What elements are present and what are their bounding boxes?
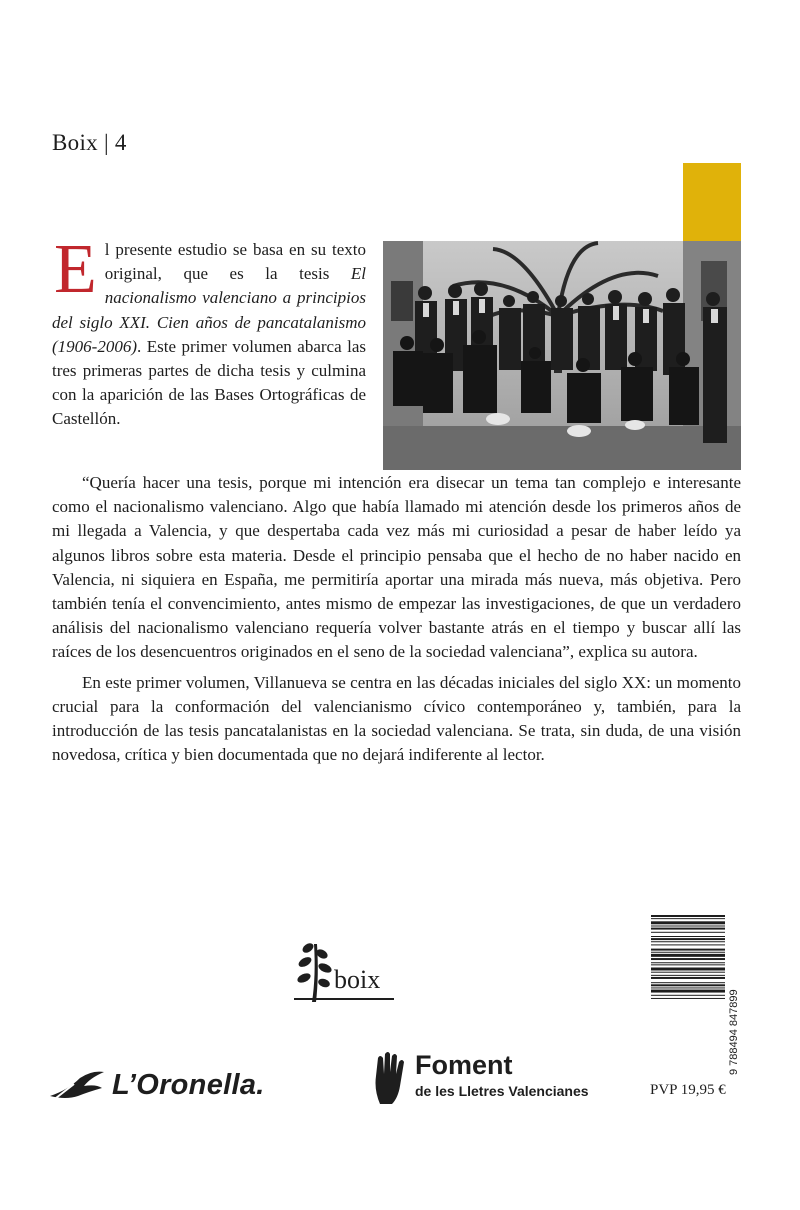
barcode-bar [651,918,725,919]
barcode-bar [651,949,725,951]
barcode-bar [651,921,725,924]
thesis-title: El nacionalismo valenciano a principios del siglo XXI. Cien años de pancatalanismo (1906-2006) [52,264,366,356]
barcode-bar [651,936,725,937]
barcode [651,915,741,1080]
oronella-wordmark: L’Oronella. [112,1069,265,1101]
foment-wordmark: Foment [415,1050,513,1080]
barcode-bar [651,954,725,957]
barcode-bar [651,958,725,960]
barcode-bar [651,928,725,930]
barcode-number: 9 788494 847899 [728,989,740,1075]
foment-logo [370,1050,620,1110]
barcode-bar [651,987,725,988]
drop-cap: E [54,231,97,308]
hand-icon [370,1050,410,1106]
group-photo-icon [383,241,741,470]
barcode-bar [651,975,725,976]
quote-paragraph: “Quería hacer una tesis, porque mi intención era disecar un tema tan complejo e interesante como el nacionalismo valenciano. Algo que había llamado mi atención desde los primeros años de mi llegada a Valencia, y que despertaba cada vez más mi curiosidad a pesar de haber leído ya algunos libros sobre esta materia. Desde el principio pensaba que el hecho de no haber nacido en Valencia, ni siquiera en España, me permitiría aportar una mirada más nueva, más objetiva. Pero también tenía el convencimiento, antes mismo de empezar las investigaciones, de que un verdadero análisis del nacionalismo valenciano requería volver bastante atrás en el tiempo y buscar allí las raíces de los desencuentros originados en el seno de la sociedad valenciana”, explica su autora. [52,473,741,662]
barcode-bar [651,972,725,973]
boix-logo [292,936,402,1006]
foment-subtitle: de les Lletres Valencianes [415,1083,589,1099]
barcode-bar [651,926,725,927]
swallow-icon [48,1068,108,1104]
sprout-icon [292,936,402,1006]
body-text [52,471,741,767]
lead-paragraph [52,231,366,432]
barcode-bar [651,995,725,996]
barcode-bar [651,998,725,999]
barcode-bar [651,982,725,983]
summary-paragraph: En este primer volumen, Villanueva se centra en las décadas iniciales del siglo XX: un momento crucial para la conformación del valencianismo cívico contemporáneo y, también, para la introducción de las tesis pancatalanistas en la sociedad valenciana. Se trata, sin duda, de una visión novedosa, crítica y bien documentada que no dejará indiferente al lector. [52,672,741,765]
group-photo [383,241,741,470]
boix-wordmark: boix [334,965,381,994]
barcode-bar [651,977,725,979]
barcode-bar [651,984,725,986]
series-label: Boix | 4 [52,130,127,155]
barcode-bar [651,938,725,940]
barcode-bar [651,964,725,965]
barcode-bar [651,952,725,953]
lead-text: l presente estudio se basa en su texto original, que es la tesis El nacionalismo valenciano a principios del siglo XXI. Cien años de pancatalanismo (1906-2006). Este primer volumen abarca las tres primeras partes de dicha tesis y culmina con la aparición de las Bases Ortográficas de Castellón. [52,240,366,429]
accent-square [683,163,741,242]
price-label: PVP 19,95 € [650,1082,726,1098]
barcode-bar [651,932,725,933]
oronella-logo [48,1066,338,1106]
barcode-bar [651,990,725,993]
barcode-bar [651,915,725,917]
barcode-bar [651,941,725,942]
barcode-bar [651,962,725,963]
barcode-bar [651,968,725,971]
barcode-bar [651,944,725,945]
barcode-bars [651,915,741,1080]
